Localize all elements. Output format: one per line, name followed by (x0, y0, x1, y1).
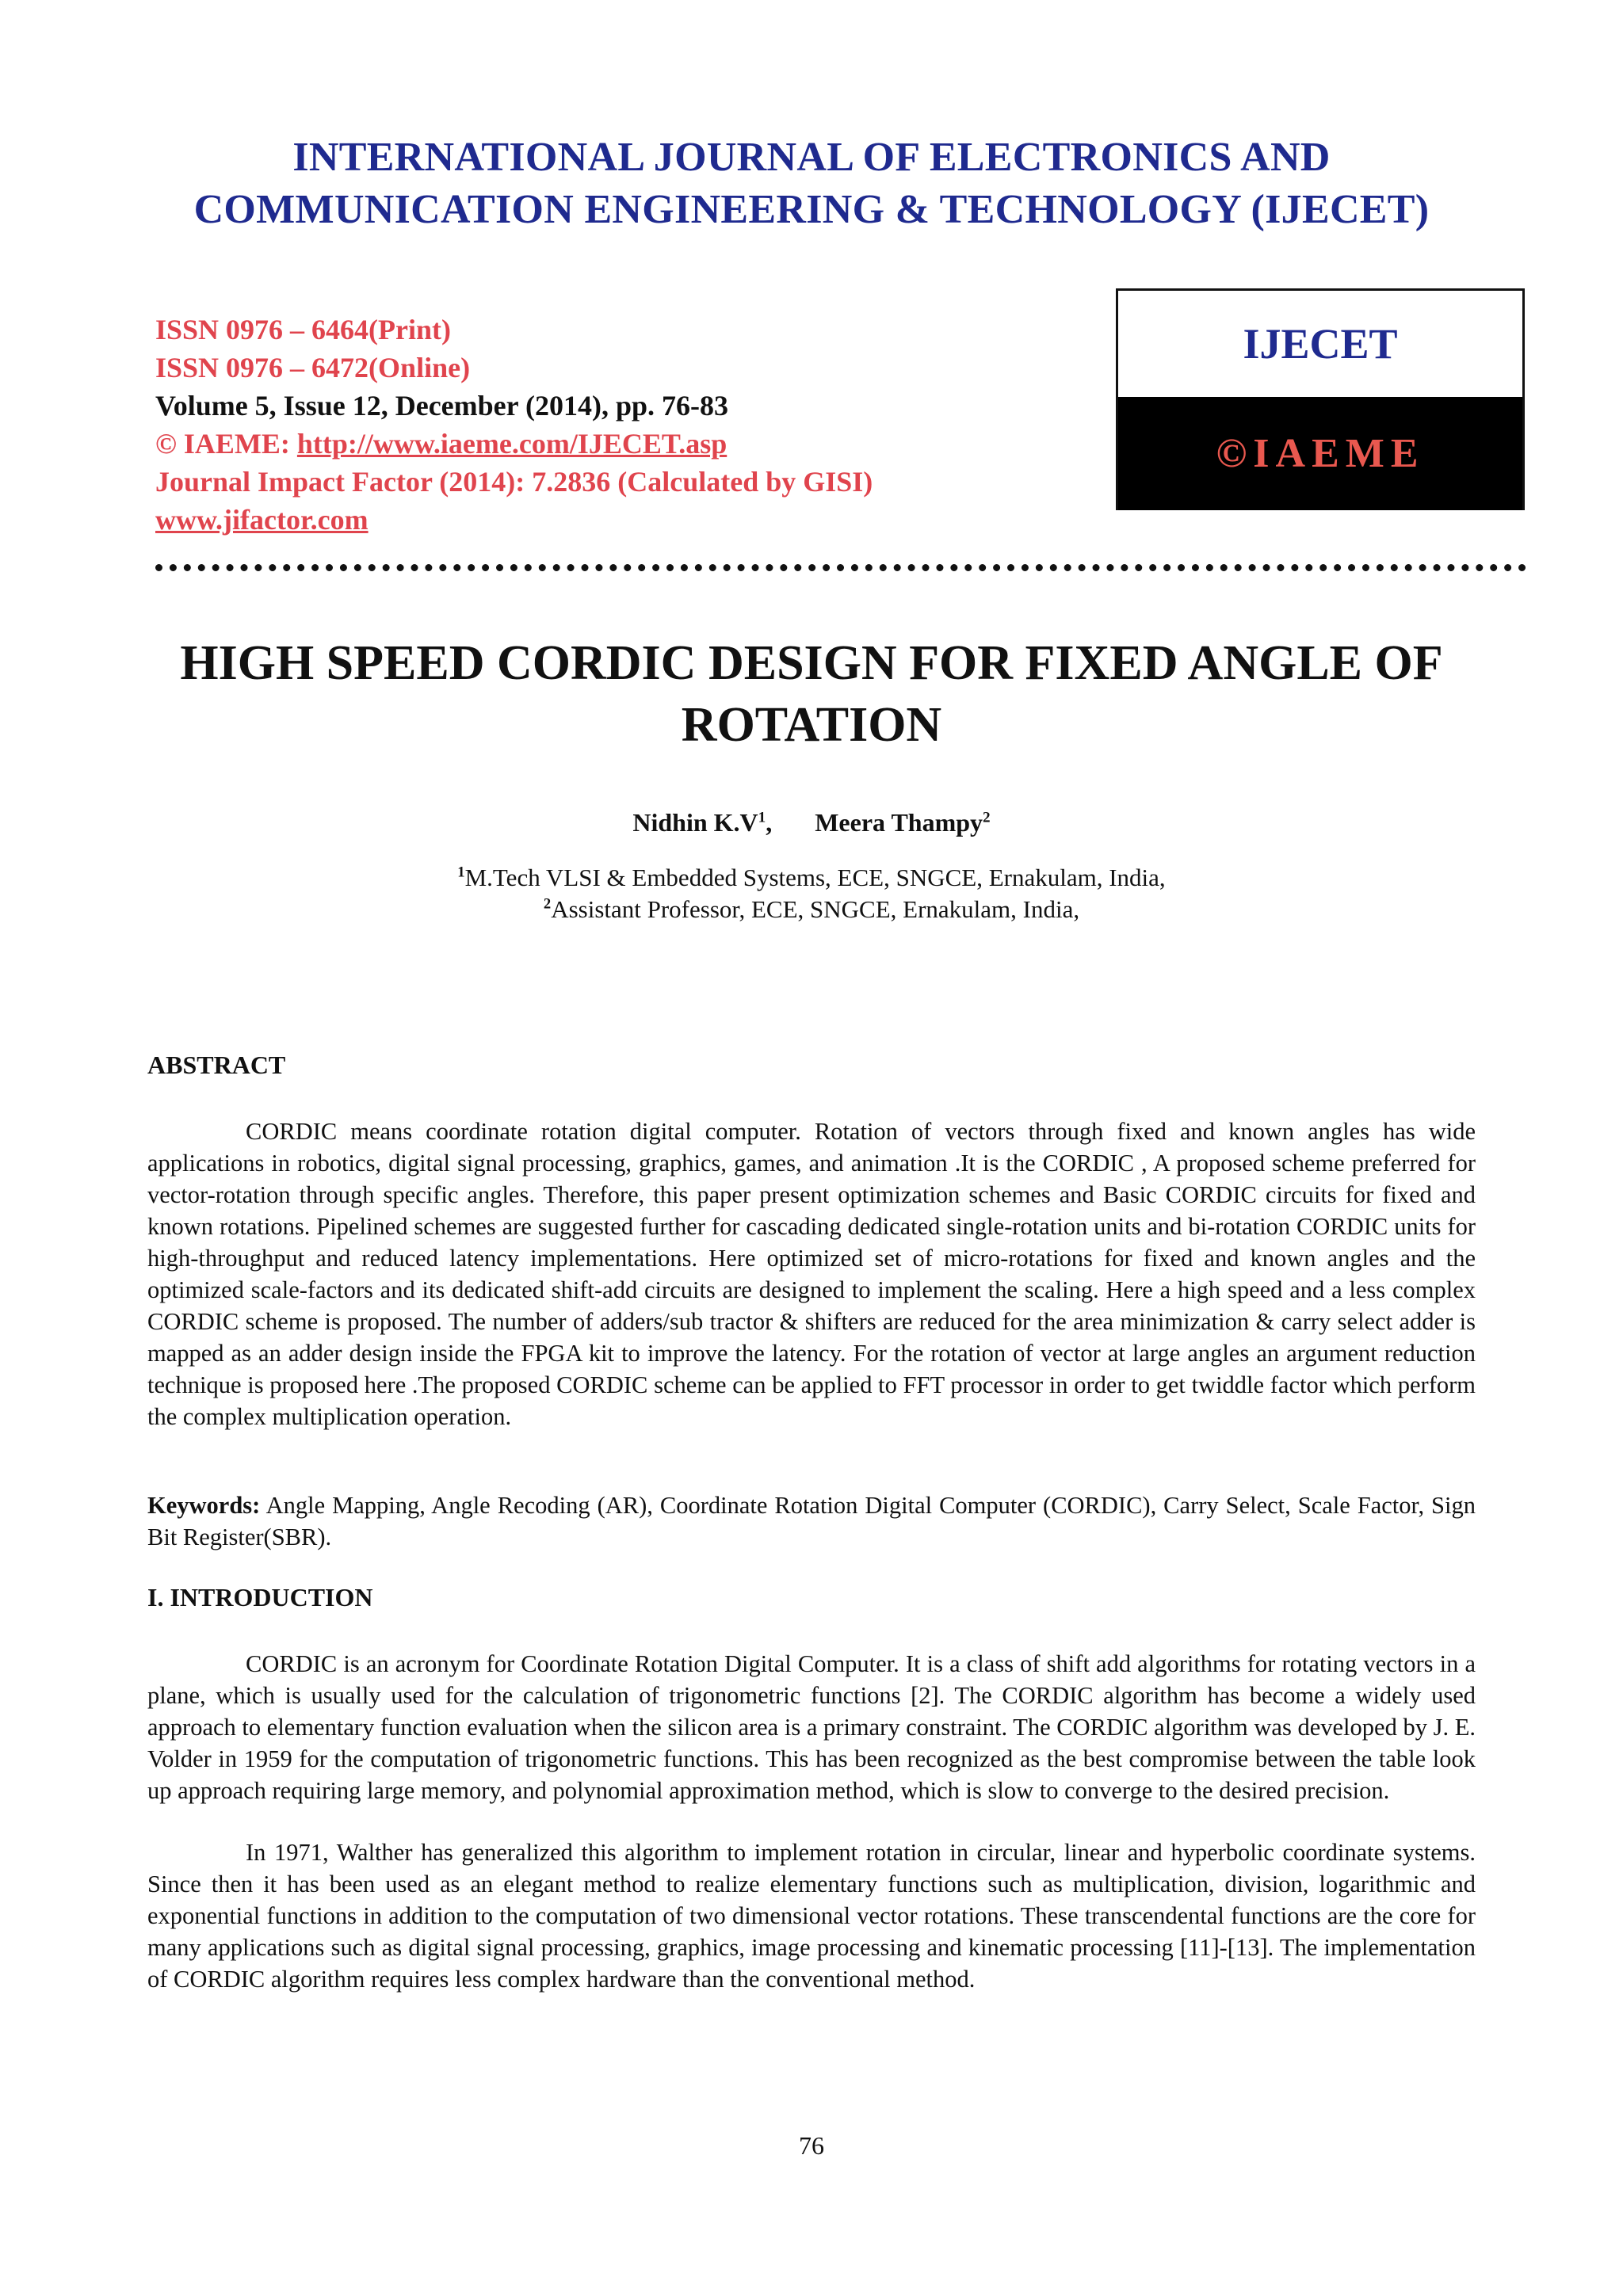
jifactor-link[interactable]: www.jifactor.com (155, 504, 369, 536)
author-2: Meera Thampy$^2$ (815, 808, 991, 837)
keywords-label: Keywords: (147, 1492, 261, 1519)
introduction-heading: I. INTRODUCTION (147, 1583, 373, 1611)
paper-title-line-1: HIGH SPEED CORDIC DESIGN FOR FIXED ANGLE OF (180, 636, 1443, 690)
introduction-paragraph-2: In 1971, Walther has generalized this algorithm to implement rotation in circular, linear and hyperbolic coordinate systems. Since then it has been used as an elegant method to realize elementary functions such as multiplication, division, logarithmic and exponential functions in addition to the computation of two dimensional vector rotations. These transcendental functions are the core for many applications such as digital signal processing, graphics, image processing and kinematic processing [11]-[13]. The implementation of CORDIC algorithm requires less complex hardware than the conventional method. (147, 1839, 1476, 1993)
volume-issue: Volume 5, Issue 12, December (2014), pp. 76-83 (155, 390, 728, 421)
issn-print: ISSN 0976 – 6464(Print) (155, 314, 452, 345)
page-number: 76 (799, 2131, 824, 2160)
iaeme-link[interactable]: http://www.iaeme.com/IJECET.asp (296, 428, 727, 460)
impact-factor: Journal Impact Factor (2014): 7.2836 (Calculated by GISI) (155, 466, 873, 498)
affiliation-2: $^2$Assistant Professor, ECE, SNGCE, Ernakulam, India, (543, 895, 1080, 923)
journal-logo (1116, 288, 1525, 510)
affiliations (0, 862, 1623, 925)
copyright-prefix: © IAEME: (155, 428, 297, 460)
journal-title-line-2: COMMUNICATION ENGINEERING & TECHNOLOGY (IJECET) (193, 187, 1430, 232)
paper-title-line-2: ROTATION (681, 698, 942, 752)
journal-info-block (155, 311, 873, 539)
introduction-paragraph-1: CORDIC is an acronym for Coordinate Rotation Digital Computer. It is a class of shift add algorithms for rotating vectors in a plane, which is usually used for the calculation of trigonometric functions [2]. The CORDIC algorithm has become a widely used approach to elementary function evaluation when the silicon area is a primary constraint. The CORDIC algorithm was developed by J. E. Volder in 1959 for the computation of trigonometric functions. This has been recognized as the best compromise between the table look up approach requiring large memory, and polynomial approximation method, which is slow to converge to the desired precision. (147, 1650, 1476, 1804)
journal-title-line-1: INTERNATIONAL JOURNAL OF ELECTRONICS AND (292, 135, 1331, 180)
journal-title (0, 132, 1623, 236)
authors (0, 808, 1623, 837)
logo-iaeme-text: ©IAEME (1118, 397, 1522, 510)
affiliation-1: $^1$M.Tech VLSI & Embedded Systems, ECE, SNGCE, Ernakulam, India, (457, 864, 1166, 891)
paper-title (0, 632, 1623, 756)
copyright-line (155, 425, 873, 463)
logo-ijecet-text: IJECET (1243, 320, 1398, 368)
keywords-text: Angle Mapping, Angle Recoding (AR), Coordinate Rotation Digital Computer (CORDIC), Carry Select, Scale Factor, Sign Bit Register(SBR). (147, 1492, 1476, 1550)
keywords (147, 1489, 1476, 1553)
abstract-heading: ABSTRACT (147, 1051, 286, 1079)
author-1: Nidhin $K.V^1$, (632, 808, 773, 837)
dotted-divider (155, 564, 1526, 571)
issn-online: ISSN 0976 – 6472(Online) (155, 352, 471, 383)
abstract-text: CORDIC means coordinate rotation digital computer. Rotation of vectors through fixed and known angles has wide applications in robotics, digital signal processing, graphics, games, and animation .It is the CORDIC , A proposed scheme preferred for vector-rotation through specific angles. Therefore, this paper present optimization schemes and Basic CORDIC circuits for fixed and known rotations. Pipelined schemes are suggested further for cascading dedicated single-rotation units and bi-rotation CORDIC units for high-throughput and reduced latency implementations. Here optimized set of micro-rotations for fixed and known angles and the optimized scale-factors and its dedicated shift-add circuits are designed to implement the scaling. Here a high speed and a less complex CORDIC scheme is proposed. The number of adders/sub tractor & shifters are reduced for the area minimization & carry select adder is mapped as an adder design inside the FPGA kit to improve the latency. For the rotation of vector at large angles an argument reduction technique is proposed here .The proposed CORDIC scheme can be applied to FFT processor in order to get twiddle factor which perform the complex multiplication operation. (147, 1118, 1476, 1430)
